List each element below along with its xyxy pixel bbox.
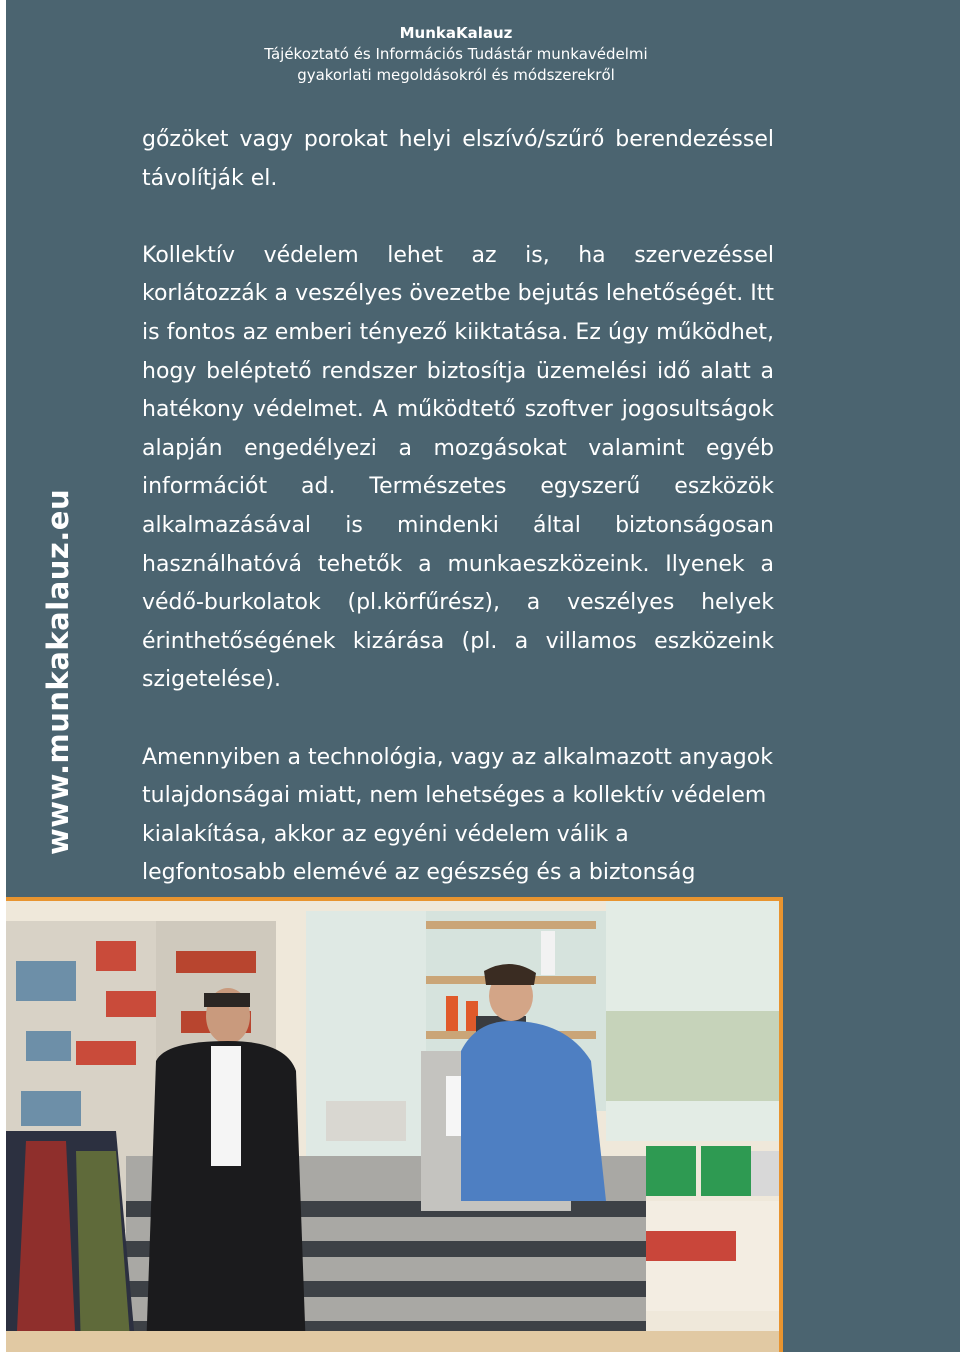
paragraph: Kollektív védelem lehet az is, ha szervezéssel korlátozzák a veszélyes övezetbe bejutás lehetőségét. Itt is fontos az emberi tényező kiiktatása. Ez úgy működhet, hogy beléptető rendszer biztosítja üzemelési idő alatt a hatékony védelmet. A működtető szoftver jogosultságok alapján engedélyezi a mozgásokat valamint egyéb információt ad. Természetes egyszerű eszközök alkalmazásával is mindenki által biztonságosan használhatóvá tehetők a munkaeszközeink. Ilyenek a védő-burkolatok (pl.körfűrész), a veszélyes helyek érinthetőségének kizárása (pl. a villamos eszközeink szigetelése). [142, 242, 774, 693]
paragraph: gőzöket vagy porokat helyi elszívó/szűrő berendezéssel távolítják el. [142, 127, 774, 191]
header [6, 22, 906, 86]
website-url[interactable]: www.munkakalauz.eu [41, 488, 75, 855]
paragraph: Amennyiben a technológia, vagy az alkalmazott anyagok tulajdonságai miatt, nem lehetséges a kollektív védelem kialakítása, akkor az egyéni védelem válik a legfontosabb elemévé az egészség és a biztonság [142, 744, 773, 886]
brand-name: MunkaKalauz [399, 24, 513, 42]
subtitle-line-2: gyakorlati megoldásokról és módszerekről [297, 66, 615, 84]
shop-photo-illustration [6, 901, 779, 1352]
article-body [142, 121, 774, 970]
shop-counter-photo [6, 897, 783, 1352]
subtitle-line-1: Tájékoztató és Információs Tudástár munkavédelmi [264, 45, 648, 63]
